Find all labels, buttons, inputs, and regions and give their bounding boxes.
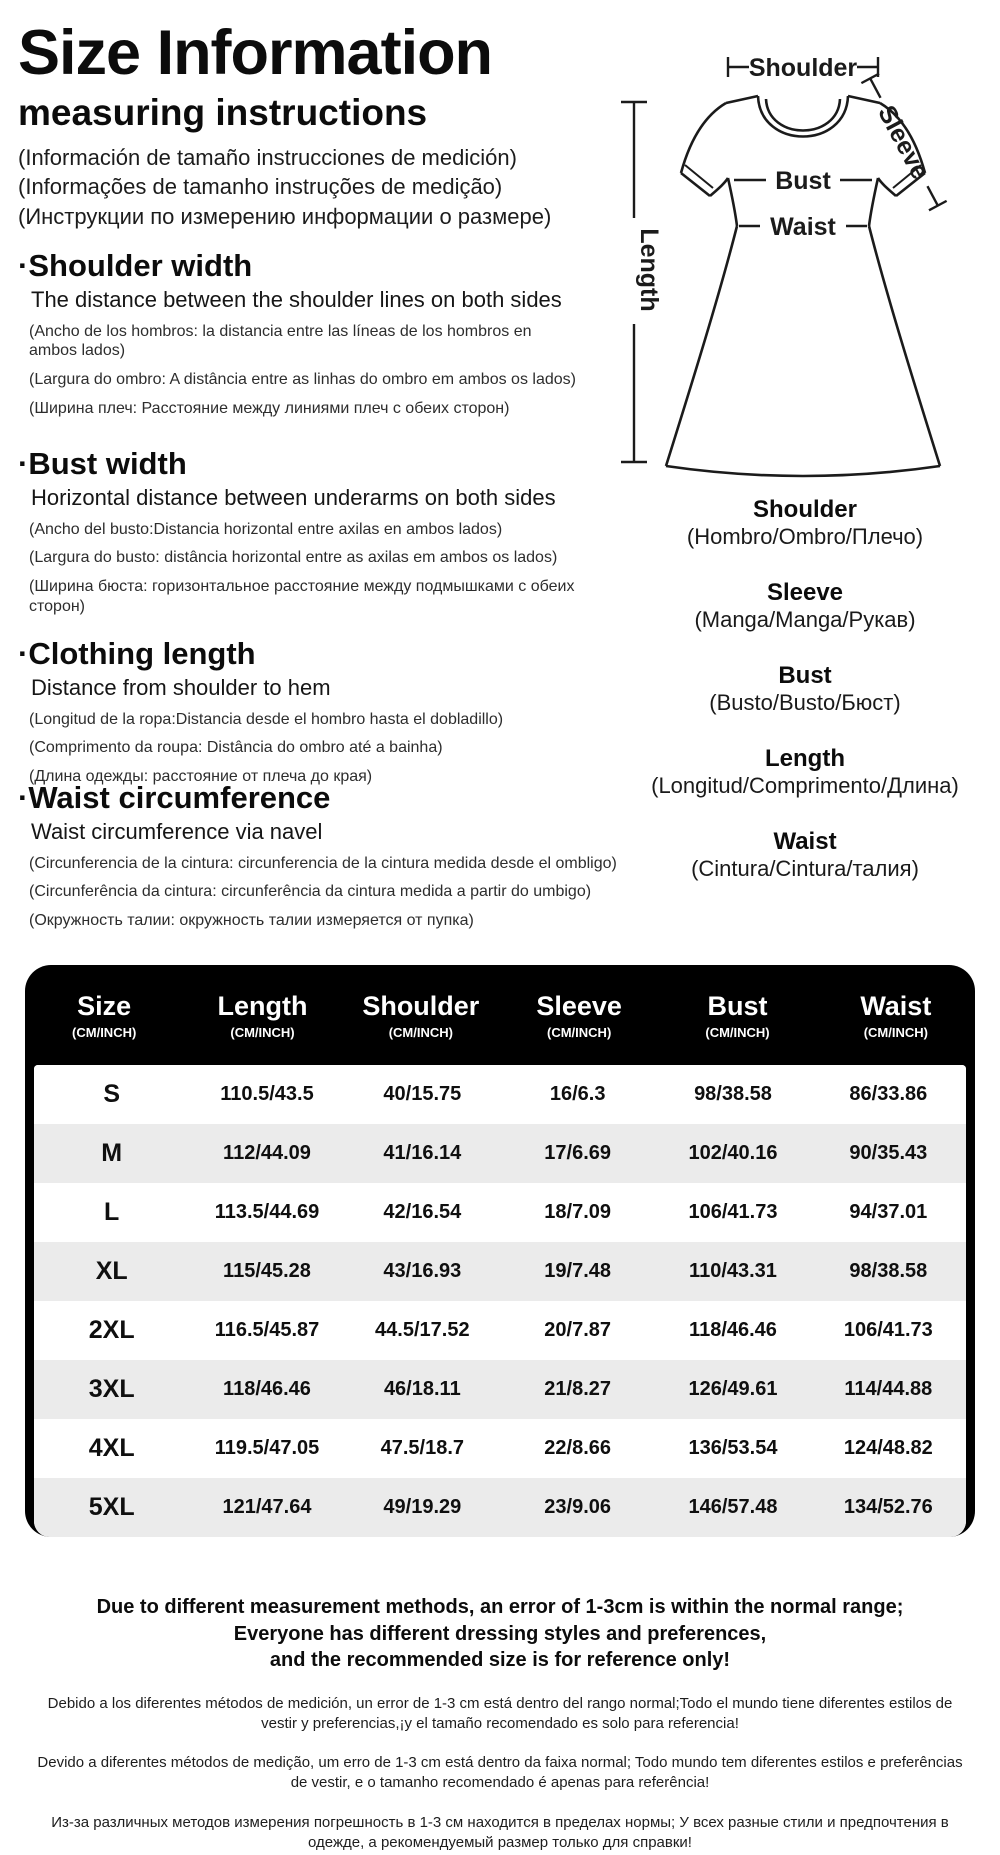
cell-shoulder: 43/16.93 (383, 1260, 462, 1282)
cell-shoulder: 42/16.54 (383, 1201, 462, 1223)
column-header-bust (658, 991, 816, 1040)
bullet: · (18, 248, 29, 283)
table-row-5xl (34, 1478, 966, 1537)
cell-sleeve: 20/7.87 (544, 1319, 612, 1341)
cell-shoulder: 40/15.75 (383, 1083, 462, 1105)
section-shoulder-width (18, 250, 583, 419)
cell-bust: 98/38.58 (694, 1083, 772, 1105)
cell-waist: 134/52.76 (843, 1496, 933, 1518)
table-row-3xl (34, 1360, 966, 1419)
column-header-waist (817, 991, 975, 1040)
cell-waist: 90/35.43 (849, 1142, 928, 1164)
measure-label-list (588, 496, 1000, 911)
column-unit: (CM/INCH) (72, 1024, 137, 1040)
measure-label-bust (588, 662, 1000, 716)
subtitle-translations (18, 143, 603, 231)
table-row-m (34, 1124, 966, 1183)
disclaimer-line-1: Due to different measurement methods, an error of 1-3cm is within the normal range; (96, 1596, 904, 1618)
waist-dimension-line (739, 213, 867, 241)
measure-label-shoulder (588, 496, 1000, 550)
cell-shoulder: 46/18.11 (383, 1378, 461, 1400)
section-heading-text: Bust width (28, 446, 187, 481)
table-row-xl (34, 1242, 966, 1301)
cell-shoulder: 49/19.29 (383, 1496, 462, 1518)
cell-waist: 124/48.82 (843, 1437, 933, 1459)
section-translation-ru: (Ширина бюста: горизонтальное расстояние между подмышками с обеих сторон) (29, 578, 575, 616)
section-translation-es: (Longitud de la ropa:Distancia desde el hombro hasta el dobladillo) (29, 710, 504, 728)
dress-measurement-diagram (608, 38, 970, 490)
cell-bust: 136/53.54 (688, 1437, 778, 1459)
cell-shoulder: 47.5/18.7 (380, 1437, 465, 1459)
page-title: Size Information (18, 18, 493, 88)
cell-length: 112/44.09 (223, 1142, 311, 1164)
section-bust-width (18, 448, 583, 617)
size-table (25, 965, 975, 1537)
disclaimer-spanish: Debido a los diferentes métodos de medición, un error de 1-3 cm está dentro del rango normal;Todo el mundo tiene diferentes estilos de vestir y preferencias,¡y el tamaño recomendado es solo para referencia! (47, 1694, 953, 1732)
cell-size: S (103, 1080, 120, 1108)
cell-waist: 106/41.73 (843, 1319, 933, 1341)
cell-length: 116.5/45.87 (214, 1319, 320, 1341)
table-row-2xl (34, 1301, 966, 1360)
section-heading-text: Shoulder width (28, 248, 253, 283)
table-row-s (34, 1065, 966, 1124)
cell-bust: 146/57.48 (688, 1496, 778, 1518)
size-table-header (25, 965, 975, 1065)
shoulder-span-marker (728, 54, 878, 82)
column-unit: (CM/INCH) (388, 1024, 453, 1040)
cell-sleeve: 17/6.69 (544, 1142, 612, 1164)
disclaimer-portuguese: Devido a diferentes métodos de medição, um erro de 1-3 cm está dentro da faixa normal; Todo mundo tem diferentes estilos e preferências de vestir, e o tamanho recomendado é apenas para referência! (37, 1754, 963, 1792)
cell-waist: 94/37.01 (849, 1201, 928, 1223)
cell-length: 119.5/47.05 (214, 1437, 320, 1459)
section-translation-pt: (Comprimento da roupa: Distância do ombro até a bainha) (29, 739, 443, 757)
cell-size: 5XL (88, 1493, 135, 1521)
column-header-shoulder (342, 991, 500, 1040)
column-name: Waist (860, 990, 932, 1021)
measure-name: Shoulder (752, 496, 857, 523)
cell-bust: 102/40.16 (688, 1142, 778, 1164)
section-translation-pt: (Largura do busto: distância horizontal entre as axilas em ambos os lados) (29, 549, 558, 567)
disclaimer-russian: Из-за различных методов измерения погрешность в 1-3 см находится в пределах нормы; У всех разные стили и предпочтения в одежде, а рекомендуемый размер только для справки! (51, 1813, 949, 1851)
cell-sleeve: 19/7.48 (544, 1260, 612, 1282)
measure-translation: (Manga/Manga/Рукав) (694, 606, 916, 632)
bullet: · (18, 446, 29, 481)
measure-name: Bust (778, 661, 832, 689)
column-unit: (CM/INCH) (705, 1024, 770, 1040)
diagram-waist-label: Waist (770, 213, 836, 241)
column-header-sleeve (500, 991, 658, 1040)
diagram-length-label: Length (635, 228, 663, 312)
cell-size: 4XL (88, 1434, 135, 1462)
title-block (18, 20, 603, 231)
measure-name: Waist (773, 827, 837, 855)
section-translation-es: (Circunferencia de la cintura: circunferencia de la cintura medida desde el ombligo) (29, 854, 617, 872)
section-heading-text: Clothing length (28, 636, 256, 671)
length-dimension-line (621, 102, 663, 462)
column-name: Length (217, 990, 308, 1021)
column-unit: (CM/INCH) (863, 1024, 928, 1040)
cell-sleeve: 18/7.09 (544, 1201, 612, 1223)
disclaimer-line-2: Everyone has different dressing styles and preferences, (233, 1622, 767, 1645)
subtitle-translation-pt: (Informações de tamanho instruções de medição) (18, 174, 503, 200)
diagram-bust-label: Bust (775, 167, 831, 195)
disclaimer-line-3: and the recommended size is for reference only! (269, 1649, 731, 1672)
cell-size: M (101, 1139, 123, 1167)
table-row-4xl (34, 1419, 966, 1478)
section-translation-ru: (Длина одежды: расстояние от плеча до края) (29, 768, 373, 786)
section-heading-text: Waist circumference (28, 780, 331, 815)
section-description: Waist circumference via navel (31, 818, 323, 844)
measure-label-sleeve (588, 579, 1000, 633)
section-heading (18, 782, 683, 815)
measure-translation: (Hombro/Ombro/Плечо) (686, 523, 924, 549)
section-translation-pt: (Circunferência da cintura: circunferência da cintura medida a partir do umbigo) (29, 883, 592, 901)
cell-length: 115/45.28 (223, 1260, 311, 1282)
column-name: Size (77, 990, 132, 1021)
cell-bust: 110/43.31 (689, 1260, 777, 1282)
section-clothing-length (18, 638, 618, 787)
section-translation-ru: (Окружность талии: окружность талии измеряется от пупка) (29, 912, 474, 930)
measure-label-length (588, 745, 1000, 799)
section-translation-ru: (Ширина плеч: Расстояние между линиями плеч с обеих сторон) (29, 400, 510, 418)
cell-sleeve: 16/6.3 (549, 1083, 606, 1105)
section-translation-es: (Ancho del busto:Distancia horizontal entre axilas en ambos lados) (29, 520, 503, 538)
cell-waist: 86/33.86 (849, 1083, 928, 1105)
cell-size: XL (95, 1257, 128, 1285)
measure-translation: (Busto/Busto/Бюст) (709, 689, 901, 715)
cell-size: L (104, 1198, 120, 1226)
page-subtitle: measuring instructions (18, 92, 428, 134)
diagram-shoulder-label: Shoulder (748, 54, 858, 82)
column-name: Shoulder (362, 990, 480, 1021)
disclaimer-block (0, 1594, 1000, 1853)
cell-sleeve: 23/9.06 (544, 1496, 612, 1518)
column-header-size (25, 991, 183, 1040)
cell-length: 121/47.64 (222, 1496, 312, 1518)
cell-shoulder: 44.5/17.52 (375, 1319, 470, 1341)
column-header-length (183, 991, 341, 1040)
column-name: Bust (707, 990, 768, 1021)
measure-label-waist (588, 828, 1000, 882)
table-row-l (34, 1183, 966, 1242)
section-translation-pt: (Largura do ombro: A distância entre as linhas do ombro em ambos os lados) (29, 371, 576, 389)
section-heading (18, 250, 583, 283)
cell-length: 118/46.46 (223, 1378, 311, 1400)
cell-waist: 98/38.58 (849, 1260, 928, 1282)
section-waist-circumference (18, 782, 683, 931)
column-unit: (CM/INCH) (230, 1024, 295, 1040)
cell-shoulder: 41/16.14 (383, 1142, 462, 1164)
cell-waist: 114/44.88 (844, 1378, 933, 1400)
disclaimer-english (0, 1594, 1000, 1674)
section-translation-es: (Ancho de los hombros: la distancia entre las líneas de los hombros en ambos lados) (29, 322, 532, 360)
measure-name: Sleeve (766, 578, 844, 606)
column-unit: (CM/INCH) (547, 1024, 612, 1040)
section-heading (18, 638, 618, 671)
measure-translation: (Longitud/Comprimento/Длина) (651, 772, 959, 798)
cell-sleeve: 22/8.66 (544, 1437, 612, 1459)
size-table-body (34, 1065, 966, 1537)
bullet: · (18, 780, 29, 815)
section-description: The distance between the shoulder lines on both sides (31, 286, 562, 312)
bullet: · (18, 636, 29, 671)
measure-translation: (Cintura/Cintura/талия) (691, 855, 919, 881)
cell-bust: 118/46.46 (689, 1319, 777, 1341)
section-description: Horizontal distance between underarms on both sides (31, 484, 556, 510)
cell-size: 3XL (88, 1375, 135, 1403)
cell-size: 2XL (88, 1316, 135, 1344)
subtitle-translation-es: (Información de tamaño instrucciones de medición) (18, 145, 517, 171)
bust-dimension-line (734, 167, 872, 195)
subtitle-translation-ru: (Инструкции по измерению информации о размере) (18, 203, 552, 229)
section-description: Distance from shoulder to hem (31, 674, 331, 700)
section-heading (18, 448, 583, 481)
cell-sleeve: 21/8.27 (544, 1378, 612, 1400)
measure-name: Length (765, 744, 845, 772)
cell-length: 110.5/43.5 (220, 1083, 314, 1105)
cell-bust: 126/49.61 (688, 1378, 778, 1400)
diagram-sleeve-label: Sleeve (872, 100, 935, 185)
cell-length: 113.5/44.69 (214, 1201, 320, 1223)
column-name: Sleeve (536, 990, 622, 1021)
cell-bust: 106/41.73 (688, 1201, 778, 1223)
